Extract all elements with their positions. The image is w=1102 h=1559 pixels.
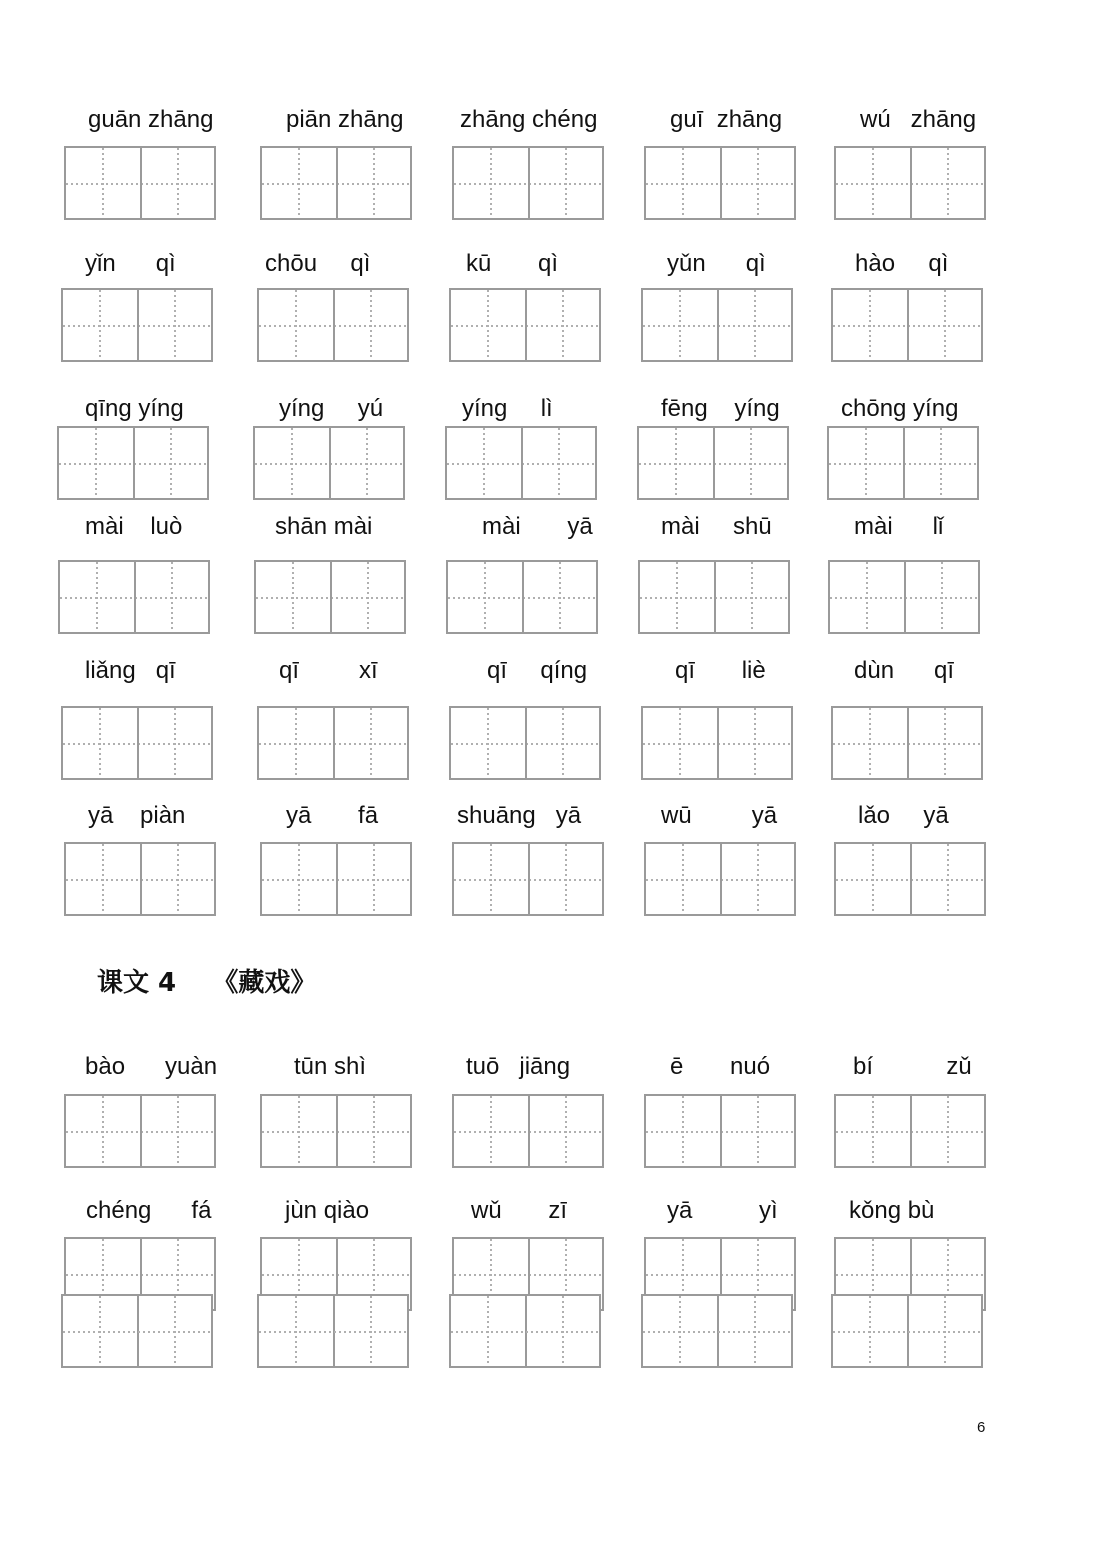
writing-box[interactable]	[644, 1094, 796, 1168]
pinyin-label: qī qíng	[487, 657, 588, 684]
writing-box[interactable]	[58, 560, 210, 634]
writing-box[interactable]	[260, 146, 412, 220]
writing-box[interactable]	[831, 706, 983, 780]
writing-box[interactable]	[446, 560, 598, 634]
pinyin-label: liǎng qī	[85, 657, 176, 684]
writing-box[interactable]	[257, 288, 409, 362]
pinyin-label: zhāng chéng	[460, 106, 598, 133]
pinyin-label: yǐn qì	[85, 250, 176, 277]
writing-box[interactable]	[831, 288, 983, 362]
writing-box[interactable]	[260, 842, 412, 916]
pinyin-label: jùn qiào	[285, 1197, 370, 1224]
writing-box[interactable]	[834, 1094, 986, 1168]
pinyin-label: bí zǔ	[853, 1053, 972, 1080]
pinyin-label: mài luò	[85, 513, 183, 540]
writing-box[interactable]	[64, 842, 216, 916]
pinyin-label: yíng lì	[462, 395, 553, 422]
writing-box[interactable]	[61, 706, 213, 780]
pinyin-label: hào qì	[855, 250, 949, 277]
writing-box[interactable]	[637, 426, 789, 500]
writing-box[interactable]	[644, 146, 796, 220]
writing-box[interactable]	[57, 426, 209, 500]
pinyin-label: chōng yíng	[841, 395, 959, 422]
writing-box[interactable]	[638, 560, 790, 634]
pinyin-label: guī zhāng	[670, 106, 783, 133]
writing-box[interactable]	[61, 288, 213, 362]
pinyin-label: chōu qì	[265, 250, 371, 277]
pinyin-label: yǔn qì	[667, 250, 766, 277]
writing-box[interactable]	[449, 288, 601, 362]
pinyin-label: mài lǐ	[854, 513, 944, 540]
pinyin-label: tūn shì	[294, 1053, 367, 1080]
pinyin-label: dùn qī	[854, 657, 955, 684]
box-guide-line	[451, 1331, 599, 1333]
pinyin-label: chéng fá	[86, 1197, 212, 1224]
writing-box[interactable]	[257, 706, 409, 780]
pinyin-label: mài yā	[482, 513, 593, 540]
writing-box[interactable]	[452, 1094, 604, 1168]
pinyin-label: mài shū	[661, 513, 772, 540]
writing-box[interactable]	[828, 560, 980, 634]
pinyin-label: lǎo yā	[858, 802, 949, 829]
writing-box[interactable]	[641, 288, 793, 362]
pinyin-label: ē nuó	[670, 1053, 771, 1080]
pinyin-label: shān mài	[275, 513, 373, 540]
writing-box[interactable]	[452, 842, 604, 916]
pinyin-label: yā yì	[667, 1197, 778, 1224]
writing-box[interactable]	[834, 842, 986, 916]
writing-box[interactable]	[831, 1294, 983, 1368]
pinyin-label: bào yuàn	[85, 1053, 218, 1080]
pinyin-label: tuō jiāng	[466, 1053, 571, 1080]
writing-box[interactable]	[64, 146, 216, 220]
writing-box[interactable]	[644, 842, 796, 916]
pinyin-label: yā piàn	[88, 802, 186, 829]
box-guide-line	[833, 1331, 981, 1333]
writing-box[interactable]	[260, 1094, 412, 1168]
pinyin-label: shuāng yā	[457, 802, 582, 829]
pinyin-label: yíng yú	[279, 395, 384, 422]
pinyin-label: kǒng bù	[849, 1197, 935, 1224]
writing-box[interactable]	[64, 1094, 216, 1168]
writing-box[interactable]	[445, 426, 597, 500]
page-number: 6	[977, 1419, 986, 1436]
writing-box[interactable]	[253, 426, 405, 500]
pinyin-label: qī xī	[279, 657, 378, 684]
pinyin-label: wú zhāng	[860, 106, 977, 133]
pinyin-label: kū qì	[466, 250, 559, 277]
pinyin-label: wǔ zī	[471, 1197, 568, 1224]
writing-box[interactable]	[834, 146, 986, 220]
box-guide-line	[63, 1331, 211, 1333]
pinyin-label: qīng yíng	[85, 395, 184, 422]
writing-box[interactable]	[61, 1294, 213, 1368]
writing-box[interactable]	[257, 1294, 409, 1368]
writing-box[interactable]	[452, 146, 604, 220]
section-title: 课文 4 《藏戏》	[97, 968, 317, 998]
pinyin-label: fēng yíng	[661, 395, 780, 422]
pinyin-label: guān zhāng	[88, 106, 214, 133]
box-guide-line	[259, 1331, 407, 1333]
writing-box[interactable]	[254, 560, 406, 634]
pinyin-label: wū yā	[661, 802, 778, 829]
pinyin-label: piān zhāng	[286, 106, 404, 133]
pinyin-label: qī liè	[675, 657, 766, 684]
writing-box[interactable]	[827, 426, 979, 500]
writing-box[interactable]	[449, 706, 601, 780]
pinyin-label: yā fā	[286, 802, 379, 829]
box-guide-line	[643, 1331, 791, 1333]
writing-box[interactable]	[641, 706, 793, 780]
writing-box[interactable]	[641, 1294, 793, 1368]
writing-box[interactable]	[449, 1294, 601, 1368]
